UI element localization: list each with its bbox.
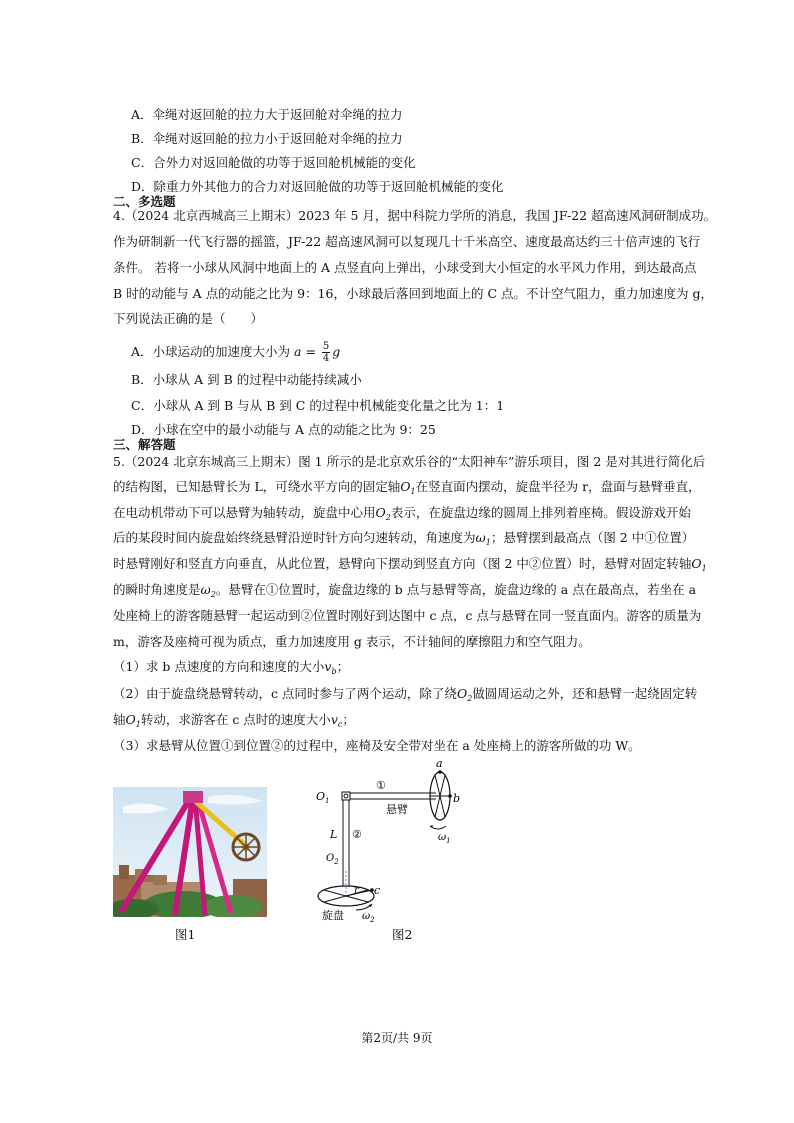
q4-option-a — [131, 340, 340, 364]
q5-line5-part1: 时悬臂刚好和竖直方向垂直，从此位置，悬臂向下摆动到竖直方向（图 2 中②位置）时，悬臂对固定转轴 — [113, 556, 692, 571]
q5-text-line4 — [113, 530, 694, 551]
symbol-o1: $O_1$ — [125, 712, 141, 729]
symbol-omega1: $\omega_1$ — [475, 530, 491, 547]
label-r: r — [354, 885, 359, 896]
q5-line6-part1: 的瞬时角速度是 — [113, 582, 201, 597]
label-position-2: ② — [352, 828, 362, 841]
sub2-text-part3: 轴 — [113, 712, 126, 727]
section-heading-multiple-choice: 二、多选题 — [113, 194, 176, 209]
symbol-o2: $O_2$ — [375, 505, 391, 522]
q4-option-c: C．小球从 A 到 B 与从 B 到 C 的过程中机械能变化量之比为 1：1 — [131, 398, 505, 413]
label-a: a — [436, 758, 443, 770]
q5-text-line5 — [113, 556, 707, 577]
sub2-end: ； — [342, 712, 355, 727]
symbol-o1: $O_1$ — [400, 479, 416, 496]
q3-option-b: B．伞绳对返回舱的拉力小于返回舱对伞绳的拉力 — [131, 131, 403, 146]
q5-text-line2 — [113, 479, 701, 500]
q5-line6-part2: 。悬臂在①位置时，旋盘边缘的 b 点与悬臂等高，旋盘边缘的 a 点在最高点，若坐在 a — [215, 582, 697, 597]
label-arm: 悬臂 — [386, 803, 408, 816]
q4-option-a-equals: = — [301, 344, 320, 359]
q5-line2-part2: 在竖直面内摆动，旋盘半径为 r，盘面与悬臂垂直， — [415, 479, 701, 494]
label-b: b — [453, 792, 461, 805]
label-omega2: $\omega_2$ — [362, 911, 375, 923]
symbol-vc: $v_c$ — [330, 712, 343, 729]
q4-text-line3: 条件。 若将一小球从风洞中地面上的 A 点竖直向上弹出，小球受到大小恒定的水平风力作用，到达最高点 — [113, 260, 697, 275]
q3-option-d: D．除重力外其他力的合力对返回舱做的功等于返回舱机械能的变化 — [131, 179, 504, 194]
q4-option-a-label: A．小球运动的加速度大小为 — [131, 344, 291, 359]
label-o1: $O_1$ — [316, 790, 330, 805]
symbol-vb: $v_b$ — [324, 659, 337, 676]
q3-option-c: C．合外力对返回舱做的功等于返回舱机械能的变化 — [131, 155, 416, 170]
label-c: c — [374, 884, 381, 897]
sub1-end: ； — [336, 659, 350, 674]
figure1-caption: 图1 — [175, 927, 196, 942]
q5-text-line8: m，游客及座椅可视为质点，重力加速度用 g 表示，不计轴间的摩擦阻力和空气阻力。 — [113, 634, 591, 649]
q4-text-line2: 作为研制新一代飞行器的摇篮，JF-22 超高速风洞可以复现几十千米高空、速度最高达约三十倍声速的飞行 — [113, 234, 701, 249]
sub2-text-part1: （2）由于旋盘绕悬臂转动，c 点同时参与了两个运动，除了绕 — [113, 686, 457, 701]
q5-text-line3 — [113, 505, 691, 526]
label-omega1: $\omega_1$ — [438, 832, 451, 845]
symbol-o1: $O_1$ — [691, 556, 707, 573]
figure2-structure-diagram — [310, 758, 470, 923]
q4-option-b: B．小球从 A 到 B 的过程中动能持续减小 — [131, 372, 362, 387]
sub2-text-part4: 转动，求游客在 c 点时的速度大小 — [140, 712, 331, 727]
q5-text-line1: 5.（2024 北京东城高三上期末）图 1 所示的是北京欢乐谷的“太阳神车”游乐项目，图 2 是对其进行简化后 — [113, 454, 706, 469]
q5-line4-part1: 后的某段时间内旋盘始终绕悬臂沿逆时针方向匀速转动，角速度为 — [113, 530, 476, 545]
q4-option-a-symbol-a: a — [294, 344, 302, 359]
symbol-omega2: $\omega_2$ — [200, 582, 216, 599]
figure1-ride-photo — [113, 787, 267, 917]
section-heading-answer: 三、解答题 — [113, 437, 176, 452]
figure2-caption: 图2 — [392, 927, 413, 942]
q4-option-a-fraction — [322, 341, 330, 364]
q5-line4-part2: ；悬臂摆到最高点（图 2 中①位置） — [490, 530, 695, 545]
q5-subquestion-3: （3）求悬臂从位置①到位置②的过程中，座椅及安全带对坐在 a 处座椅上的游客所做的功 W。 — [113, 738, 641, 753]
q4-text-line1: 4.（2024 北京西城高三上期末）2023 年 5 月，据中科院力学所的消息，我国 JF-22 超高速风洞研制成功。 — [113, 208, 717, 223]
sub2-text-part2: 做圆周运动之外，还和悬臂一起绕固定转 — [472, 686, 698, 701]
page-footer: 第2页/共 9页 — [361, 1031, 433, 1045]
label-o2: $O_2$ — [326, 853, 339, 866]
q5-text-line6 — [113, 582, 696, 603]
q5-line2-part1: 的结构图，已知悬臂长为 L，可绕水平方向的固定轴 — [113, 479, 401, 494]
q5-line3-part1: 在电动机带动下可以悬臂为轴转动，旋盘中心用 — [113, 505, 376, 520]
label-l: L — [330, 828, 338, 841]
label-disk: 旋盘 — [322, 909, 344, 922]
fraction-numerator: 5 — [322, 341, 330, 352]
q5-subquestion-2-line1 — [113, 686, 697, 707]
label-position-1: ① — [376, 779, 386, 792]
fraction-denominator: 4 — [322, 353, 330, 364]
symbol-o2: $O_2$ — [456, 686, 473, 703]
q3-option-a: A．伞绳对返回舱的拉力大于返回舱对伞绳的拉力 — [131, 107, 403, 122]
q4-text-line4: B 时的动能与 A 点的动能之比为 9：16，小球最后落回到地面上的 C 点。不计空气阻力，重力加速度为 g， — [113, 286, 713, 301]
q4-option-d: D．小球在空中的最小动能与 A 点的动能之比为 9：25 — [131, 422, 436, 437]
q5-text-line7: 处座椅上的游客随悬臂一起运动到②位置时刚好到达图中 c 点，c 点与悬臂在同一竖直面内。游客的质量为 — [113, 608, 702, 623]
q5-line3-part2: 表示，在旋盘边缘的圆周上排列着座椅。假设游戏开始 — [390, 505, 691, 520]
q4-text-line5: 下列说法正确的是（ ） — [113, 311, 264, 326]
sub1-text: （1）求 b 点速度的方向和速度的大小 — [113, 659, 325, 674]
q4-option-a-symbol-g: g — [332, 344, 341, 359]
q5-subquestion-2-line2 — [113, 712, 355, 733]
q5-subquestion-1 — [113, 659, 349, 680]
